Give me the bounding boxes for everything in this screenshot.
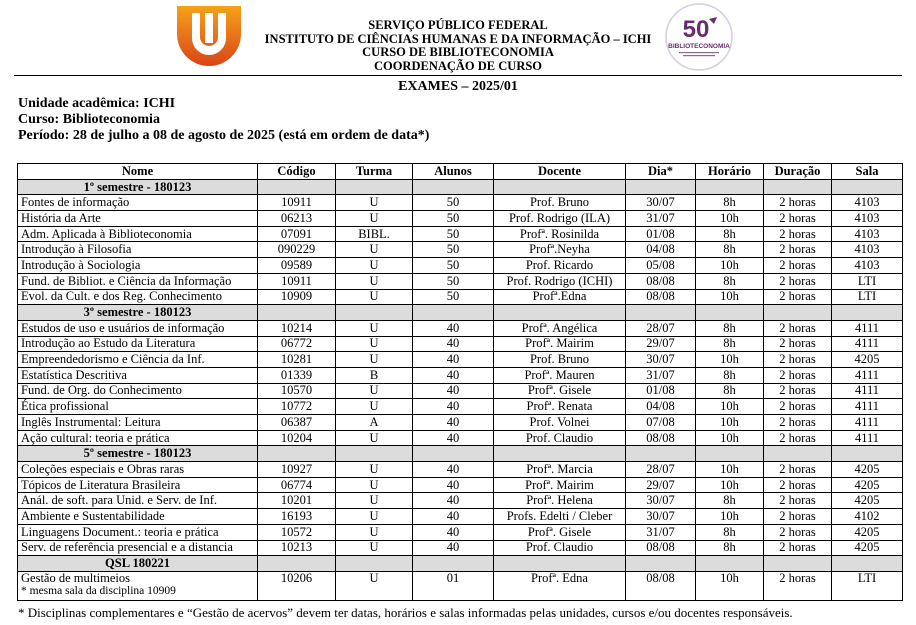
table-row <box>18 195 903 211</box>
semester-empty-cell <box>494 446 626 462</box>
room-cell: 4111 <box>832 320 903 336</box>
class-cell: A <box>336 415 413 431</box>
academic-unit: Unidade acadêmica: ICHI <box>18 96 176 111</box>
room-cell: LTI <box>832 289 903 305</box>
duration-cell: 2 horas <box>764 273 832 289</box>
date-cell: 28/07 <box>626 320 696 336</box>
students-cell: 40 <box>413 415 494 431</box>
table-row <box>18 399 903 415</box>
table-row <box>18 352 903 368</box>
time-cell: 8h <box>696 383 764 399</box>
semester-empty-cell <box>336 446 413 462</box>
teacher-cell: Profª. Gisele <box>494 383 626 399</box>
exam-period: Período: 28 de julho a 08 de agosto de 2025 (está em ordem de data*) <box>18 128 430 143</box>
column-header: Nome <box>18 164 258 180</box>
duration-cell: 2 horas <box>764 195 832 211</box>
time-cell: 10h <box>696 477 764 493</box>
class-cell: U <box>336 195 413 211</box>
semester-label: 1º semestre - 180123 <box>18 179 258 195</box>
teacher-cell: Prof. Claudio <box>494 540 626 556</box>
room-note: * mesma sala da disciplina 10909 <box>21 584 176 597</box>
students-cell: 40 <box>413 462 494 478</box>
class-cell: U <box>336 399 413 415</box>
room-cell: 4205 <box>832 540 903 556</box>
teacher-cell: Profª. Gisele <box>494 524 626 540</box>
time-cell: 10h <box>696 415 764 431</box>
table-row <box>18 540 903 556</box>
course-name-cell: Linguagens Document.: teoria e prática <box>18 524 258 540</box>
teacher-cell: Prof. Ricardo <box>494 258 626 274</box>
code-cell: 09589 <box>258 258 336 274</box>
class-cell: U <box>336 336 413 352</box>
teacher-cell: Profs. Edelti / Cleber <box>494 509 626 525</box>
time-cell: 10h <box>696 399 764 415</box>
semester-empty-cell <box>764 305 832 321</box>
table-row <box>18 258 903 274</box>
time-cell: 8h <box>696 540 764 556</box>
course-name-cell: Ação cultural: teoria e prática <box>18 430 258 446</box>
course-name-cell: Introdução à Sociologia <box>18 258 258 274</box>
date-cell: 28/07 <box>626 462 696 478</box>
table-row <box>18 462 903 478</box>
time-cell: 10h <box>696 430 764 446</box>
class-cell: U <box>336 383 413 399</box>
header-line: COORDENAÇÃO DE CURSO <box>373 58 543 73</box>
time-cell: 8h <box>696 226 764 242</box>
course-name-cell: Estatística Descritiva <box>18 367 258 383</box>
course-name-cell: História da Arte <box>18 211 258 227</box>
table-row <box>18 524 903 540</box>
course-name-cell: Introdução ao Estudo da Literatura <box>18 336 258 352</box>
code-cell: 10281 <box>258 352 336 368</box>
semester-empty-cell <box>626 556 696 572</box>
table-row <box>18 415 903 431</box>
semester-header-row <box>18 556 903 572</box>
duration-cell: 2 horas <box>764 226 832 242</box>
date-cell: 08/08 <box>626 273 696 289</box>
students-cell: 40 <box>413 336 494 352</box>
course-name-cell: Evol. da Cult. e dos Reg. Conhecimento <box>18 289 258 305</box>
time-cell: 8h <box>696 273 764 289</box>
code-cell: 090229 <box>258 242 336 258</box>
course-name-cell: Fund. de Org. do Conhecimento <box>18 383 258 399</box>
course-name-cell: Inglês Instrumental: Leitura <box>18 415 258 431</box>
class-cell: U <box>336 258 413 274</box>
column-header: Alunos <box>413 164 494 180</box>
duration-cell: 2 horas <box>764 242 832 258</box>
column-header: Dia* <box>626 164 696 180</box>
duration-cell: 2 horas <box>764 399 832 415</box>
teacher-cell: Prof. Rodrigo (ILA) <box>494 211 626 227</box>
time-cell: 8h <box>696 320 764 336</box>
students-cell: 01 <box>413 571 494 600</box>
teacher-cell: Profª. Rosinilda <box>494 226 626 242</box>
header-line: INSTITUTO DE CIÊNCIAS HUMANAS E DA INFORMAÇÃO – ICHI <box>264 31 652 46</box>
course-info <box>18 96 429 144</box>
class-cell: U <box>336 289 413 305</box>
date-cell: 08/08 <box>626 571 696 600</box>
date-cell: 30/07 <box>626 493 696 509</box>
time-cell: 10h <box>696 289 764 305</box>
students-cell: 40 <box>413 509 494 525</box>
class-cell: U <box>336 352 413 368</box>
code-cell: 06213 <box>258 211 336 227</box>
students-cell: 50 <box>413 226 494 242</box>
class-cell: U <box>336 273 413 289</box>
class-cell: U <box>336 477 413 493</box>
date-cell: 29/07 <box>626 336 696 352</box>
date-cell: 29/07 <box>626 477 696 493</box>
course-name-cell: Ética profissional <box>18 399 258 415</box>
students-cell: 40 <box>413 367 494 383</box>
teacher-cell: Prof. Rodrigo (ICHI) <box>494 273 626 289</box>
time-cell: 10h <box>696 571 764 600</box>
room-cell: 4205 <box>832 524 903 540</box>
teacher-cell: Profª. Mairim <box>494 477 626 493</box>
table-row <box>18 477 903 493</box>
semester-empty-cell <box>336 179 413 195</box>
table-row <box>18 226 903 242</box>
course-name-cell: Empreendedorismo e Ciência da Inf. <box>18 352 258 368</box>
room-cell: 4103 <box>832 195 903 211</box>
column-header: Docente <box>494 164 626 180</box>
teacher-cell: Profª. Edna <box>494 571 626 600</box>
students-cell: 40 <box>413 399 494 415</box>
students-cell: 40 <box>413 524 494 540</box>
date-cell: 01/08 <box>626 226 696 242</box>
table-row <box>18 289 903 305</box>
course-name-cell: Estudos de uso e usuários de informação <box>18 320 258 336</box>
class-cell: U <box>336 462 413 478</box>
semester-empty-cell <box>832 446 903 462</box>
time-cell: 8h <box>696 336 764 352</box>
code-cell: 01339 <box>258 367 336 383</box>
code-cell: 10772 <box>258 399 336 415</box>
class-cell: U <box>336 211 413 227</box>
table-row <box>18 383 903 399</box>
duration-cell: 2 horas <box>764 462 832 478</box>
time-cell: 10h <box>696 462 764 478</box>
room-cell: 4205 <box>832 477 903 493</box>
semester-header-row <box>18 305 903 321</box>
date-cell: 31/07 <box>626 524 696 540</box>
code-cell: 10206 <box>258 571 336 600</box>
room-cell: LTI <box>832 571 903 600</box>
students-cell: 50 <box>413 211 494 227</box>
semester-label: 5º semestre - 180123 <box>18 446 258 462</box>
teacher-cell: Profª. Angélica <box>494 320 626 336</box>
date-cell: 30/07 <box>626 509 696 525</box>
semester-empty-cell <box>626 179 696 195</box>
duration-cell: 2 horas <box>764 430 832 446</box>
date-cell: 04/08 <box>626 399 696 415</box>
code-cell: 10204 <box>258 430 336 446</box>
course-name-cell: Fund. de Bibliot. e Ciência da Informação <box>18 273 258 289</box>
institution-header <box>0 19 916 73</box>
teacher-cell: Profª. Renata <box>494 399 626 415</box>
teacher-cell: Profª. Helena <box>494 493 626 509</box>
duration-cell: 2 horas <box>764 477 832 493</box>
svg-text:BIBLIOTECONOMIA: BIBLIOTECONOMIA <box>668 43 730 50</box>
students-cell: 50 <box>413 195 494 211</box>
semester-empty-cell <box>832 305 903 321</box>
semester-empty-cell <box>258 305 336 321</box>
semester-empty-cell <box>764 179 832 195</box>
semester-empty-cell <box>258 446 336 462</box>
course-name-cell: Fontes de informação <box>18 195 258 211</box>
code-cell: 10572 <box>258 524 336 540</box>
table-row <box>18 430 903 446</box>
code-cell: 07091 <box>258 226 336 242</box>
class-cell: U <box>336 571 413 600</box>
teacher-cell: Prof. Bruno <box>494 352 626 368</box>
column-header: Turma <box>336 164 413 180</box>
students-cell: 50 <box>413 273 494 289</box>
semester-empty-cell <box>494 179 626 195</box>
time-cell: 8h <box>696 524 764 540</box>
teacher-cell: Prof. Volnei <box>494 415 626 431</box>
header-line: SERVIÇO PÚBLICO FEDERAL <box>368 18 548 32</box>
semester-header-row <box>18 179 903 195</box>
semester-empty-cell <box>626 446 696 462</box>
code-cell: 10214 <box>258 320 336 336</box>
course-name-cell: Ambiente e Sustentabilidade <box>18 509 258 525</box>
course-name-cell: Serv. de referência presencial e a distancia <box>18 540 258 556</box>
svg-text:50: 50 <box>682 16 710 43</box>
class-cell: U <box>336 524 413 540</box>
date-cell: 30/07 <box>626 352 696 368</box>
column-header: Duração <box>764 164 832 180</box>
semester-empty-cell <box>494 556 626 572</box>
room-cell: 4205 <box>832 493 903 509</box>
course-name-cell: Tópicos de Literatura Brasileira <box>18 477 258 493</box>
date-cell: 08/08 <box>626 430 696 446</box>
semester-label: QSL 180221 <box>18 556 258 572</box>
semester-empty-cell <box>764 556 832 572</box>
code-cell: 06772 <box>258 336 336 352</box>
date-cell: 31/07 <box>626 367 696 383</box>
semester-empty-cell <box>832 556 903 572</box>
time-cell: 8h <box>696 195 764 211</box>
table-row <box>18 336 903 352</box>
date-cell: 08/08 <box>626 289 696 305</box>
table-row <box>18 493 903 509</box>
semester-empty-cell <box>336 305 413 321</box>
duration-cell: 2 horas <box>764 540 832 556</box>
room-cell: 4111 <box>832 415 903 431</box>
semester-empty-cell <box>832 179 903 195</box>
class-cell: B <box>336 367 413 383</box>
duration-cell: 2 horas <box>764 352 832 368</box>
header-divider <box>14 75 902 76</box>
semester-empty-cell <box>413 446 494 462</box>
course-name-text: Gestão de multimeios <box>21 571 131 585</box>
teacher-cell: Prof. Bruno <box>494 195 626 211</box>
table-row <box>18 211 903 227</box>
room-cell: 4111 <box>832 336 903 352</box>
semester-empty-cell <box>696 556 764 572</box>
code-cell: 06387 <box>258 415 336 431</box>
column-header: Sala <box>832 164 903 180</box>
table-row <box>18 320 903 336</box>
teacher-cell: Profª. Marcia <box>494 462 626 478</box>
table-row <box>18 509 903 525</box>
course-name: Curso: Biblioteconomia <box>18 112 160 127</box>
duration-cell: 2 horas <box>764 524 832 540</box>
course-name-cell: Introdução à Filosofia <box>18 242 258 258</box>
room-cell: 4205 <box>832 352 903 368</box>
duration-cell: 2 horas <box>764 320 832 336</box>
semester-header-row <box>18 446 903 462</box>
semester-empty-cell <box>626 305 696 321</box>
semester-empty-cell <box>258 556 336 572</box>
duration-cell: 2 horas <box>764 367 832 383</box>
class-cell: U <box>336 493 413 509</box>
room-cell: 4103 <box>832 242 903 258</box>
code-cell: 10927 <box>258 462 336 478</box>
date-cell: 04/08 <box>626 242 696 258</box>
date-cell: 31/07 <box>626 211 696 227</box>
code-cell: 10911 <box>258 273 336 289</box>
teacher-cell: Profª.Edna <box>494 289 626 305</box>
column-header: Código <box>258 164 336 180</box>
time-cell: 10h <box>696 509 764 525</box>
code-cell: 10909 <box>258 289 336 305</box>
duration-cell: 2 horas <box>764 258 832 274</box>
students-cell: 40 <box>413 430 494 446</box>
time-cell: 10h <box>696 211 764 227</box>
room-cell: 4103 <box>832 258 903 274</box>
students-cell: 40 <box>413 320 494 336</box>
duration-cell: 2 horas <box>764 571 832 600</box>
semester-empty-cell <box>336 556 413 572</box>
table-header-row <box>18 164 903 180</box>
date-cell: 01/08 <box>626 383 696 399</box>
duration-cell: 2 horas <box>764 415 832 431</box>
teacher-cell: Prof. Claudio <box>494 430 626 446</box>
duration-cell: 2 horas <box>764 493 832 509</box>
semester-empty-cell <box>696 179 764 195</box>
semester-empty-cell <box>696 446 764 462</box>
semester-empty-cell <box>696 305 764 321</box>
class-cell: U <box>336 430 413 446</box>
class-cell: U <box>336 509 413 525</box>
column-header: Horário <box>696 164 764 180</box>
room-cell: 4111 <box>832 430 903 446</box>
time-cell: 10h <box>696 258 764 274</box>
exam-title: EXAMES – 2025/01 <box>398 79 518 94</box>
duration-cell: 2 horas <box>764 289 832 305</box>
table-row <box>18 273 903 289</box>
table-row <box>18 367 903 383</box>
class-cell: BIBL. <box>336 226 413 242</box>
course-name-cell <box>18 571 258 600</box>
students-cell: 50 <box>413 258 494 274</box>
duration-cell: 2 horas <box>764 336 832 352</box>
time-cell: 8h <box>696 367 764 383</box>
semester-empty-cell <box>258 179 336 195</box>
semester-empty-cell <box>413 305 494 321</box>
date-cell: 30/07 <box>626 195 696 211</box>
semester-empty-cell <box>494 305 626 321</box>
code-cell: 10201 <box>258 493 336 509</box>
students-cell: 40 <box>413 383 494 399</box>
semester-label: 3º semestre - 180123 <box>18 305 258 321</box>
class-cell: U <box>336 320 413 336</box>
code-cell: 10570 <box>258 383 336 399</box>
teacher-cell: Profª. Mauren <box>494 367 626 383</box>
course-name-cell: Anál. de soft. para Unid. e Serv. de Inf. <box>18 493 258 509</box>
students-cell: 50 <box>413 242 494 258</box>
duration-cell: 2 horas <box>764 211 832 227</box>
date-cell: 07/08 <box>626 415 696 431</box>
students-cell: 40 <box>413 352 494 368</box>
code-cell: 16193 <box>258 509 336 525</box>
date-cell: 08/08 <box>626 540 696 556</box>
room-cell: 4111 <box>832 367 903 383</box>
course-name-cell: Coleções especiais e Obras raras <box>18 462 258 478</box>
semester-empty-cell <box>413 179 494 195</box>
code-cell: 06774 <box>258 477 336 493</box>
course-name-cell: Adm. Aplicada à Biblioteconomia <box>18 226 258 242</box>
time-cell: 8h <box>696 242 764 258</box>
students-cell: 40 <box>413 493 494 509</box>
exam-schedule-table <box>17 163 903 601</box>
teacher-cell: Profª. Mairim <box>494 336 626 352</box>
time-cell: 10h <box>696 352 764 368</box>
class-cell: U <box>336 540 413 556</box>
table-row <box>18 242 903 258</box>
students-cell: 50 <box>413 289 494 305</box>
room-cell: 4102 <box>832 509 903 525</box>
code-cell: 10213 <box>258 540 336 556</box>
duration-cell: 2 horas <box>764 383 832 399</box>
room-cell: 4103 <box>832 226 903 242</box>
code-cell: 10911 <box>258 195 336 211</box>
room-cell: 4111 <box>832 399 903 415</box>
students-cell: 40 <box>413 477 494 493</box>
semester-empty-cell <box>764 446 832 462</box>
table-row <box>18 571 903 600</box>
room-cell: LTI <box>832 273 903 289</box>
class-cell: U <box>336 242 413 258</box>
duration-cell: 2 horas <box>764 509 832 525</box>
room-cell: 4205 <box>832 462 903 478</box>
footnote: * Disciplinas complementares e “Gestão de acervos” devem ter datas, horários e salas informadas pelas unidades, cursos e/ou docentes responsáveis. <box>18 605 793 620</box>
header-line: CURSO DE BIBLIOTECONOMIA <box>362 45 554 59</box>
teacher-cell: Profª.Neyha <box>494 242 626 258</box>
students-cell: 40 <box>413 540 494 556</box>
time-cell: 8h <box>696 493 764 509</box>
semester-empty-cell <box>413 556 494 572</box>
date-cell: 05/08 <box>626 258 696 274</box>
room-cell: 4111 <box>832 383 903 399</box>
room-cell: 4103 <box>832 211 903 227</box>
